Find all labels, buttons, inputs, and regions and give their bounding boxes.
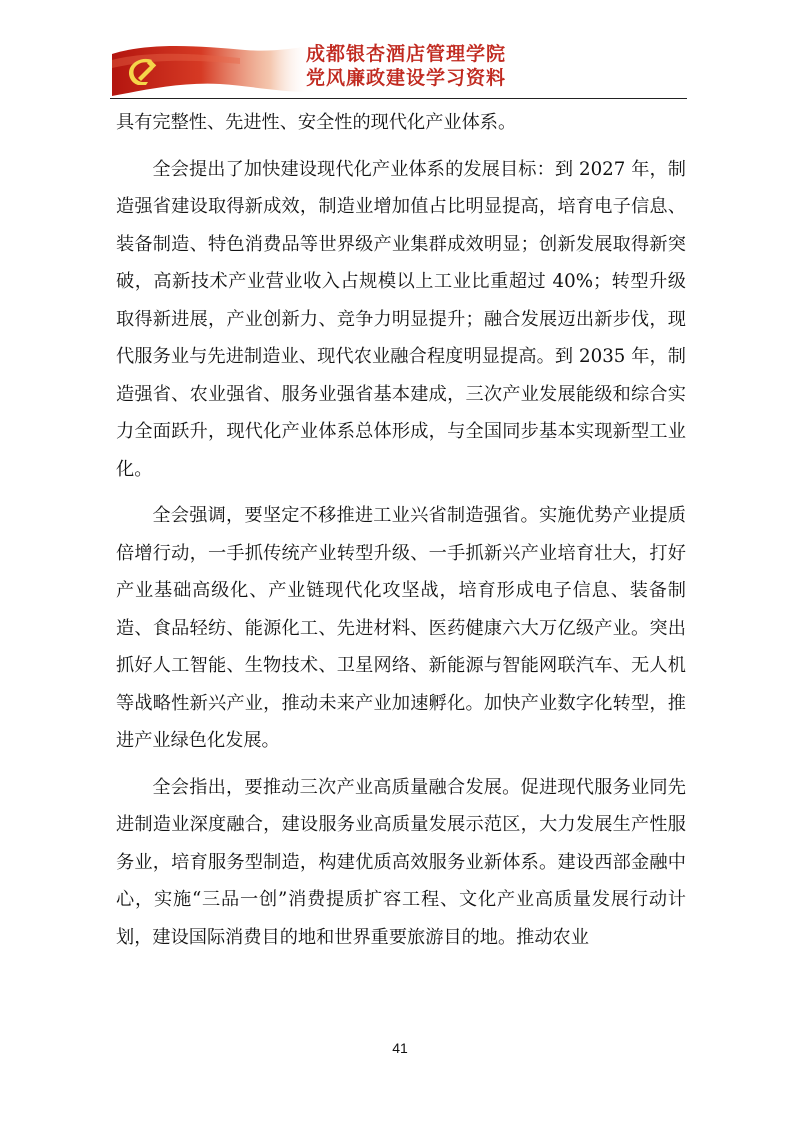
header-title <box>306 42 506 90</box>
paragraph: 全会指出，要推动三次产业高质量融合发展。促进现代服务业同先进制造业深度融合，建设服务业高质量发展示范区，大力发展生产性服务业，培育服务型制造，构建优质高效服务业新体系。建设西部金融中心，实施“三品一创”消费提质扩容工程、文化产业高质量发展行动计划，建设国际消费目的地和世界重要旅游目的地。推动农业 <box>116 776 686 948</box>
header-institution-name: 成都银杏酒店管理学院 <box>306 43 507 65</box>
paragraph: 全会强调，要坚定不移推进工业兴省制造强省。实施优势产业提质倍增行动，一手抓传统产业转型升级、一手抓新兴产业培育壮大，打好产业基础高级化、产业链现代化攻坚战，培育形成电子信息、装备制造、食品轻纺、能源化工、先进材料、医药健康六大万亿级产业。突出抓好人工智能、生物技术、卫星网络、新能源与智能网联汽车、无人机等战略性新兴产业，推动未来产业加速孵化。加快产业数字化转型，推进产业绿色化发展。 <box>116 505 686 751</box>
party-emblem-icon <box>110 40 310 98</box>
document-body <box>116 104 686 956</box>
header-material-title: 党风廉政建设学习资料 <box>306 67 507 89</box>
header-divider <box>110 98 687 99</box>
paragraph: 全会提出了加快建设现代化产业体系的发展目标：到 2027 年，制造强省建设取得新成效，制造业增加值占比明显提高，培育电子信息、装备制造、特色消费品等世界级产业集群成效明显；创新发展取得新突破，高新技术产业营业收入占规模以上工业比重超过 40%；转型升级取得新进展，产业创新力、竞争力明显提升；融合发展迈出新步伐，现代服务业与先进制造业、现代农业融合程度明显提高。到 2035 年，制造强省、农业强省、服务业强省基本建成，三次产业发展能级和综合实力全面跃升，现代化产业体系总体形成，与全国同步基本实现新型工业化。 <box>116 158 686 480</box>
paragraph-continuation: 具有完整性、先进性、安全性的现代化产业体系。 <box>116 112 517 133</box>
page-number: 41 <box>392 1040 408 1056</box>
document-header <box>110 40 687 102</box>
